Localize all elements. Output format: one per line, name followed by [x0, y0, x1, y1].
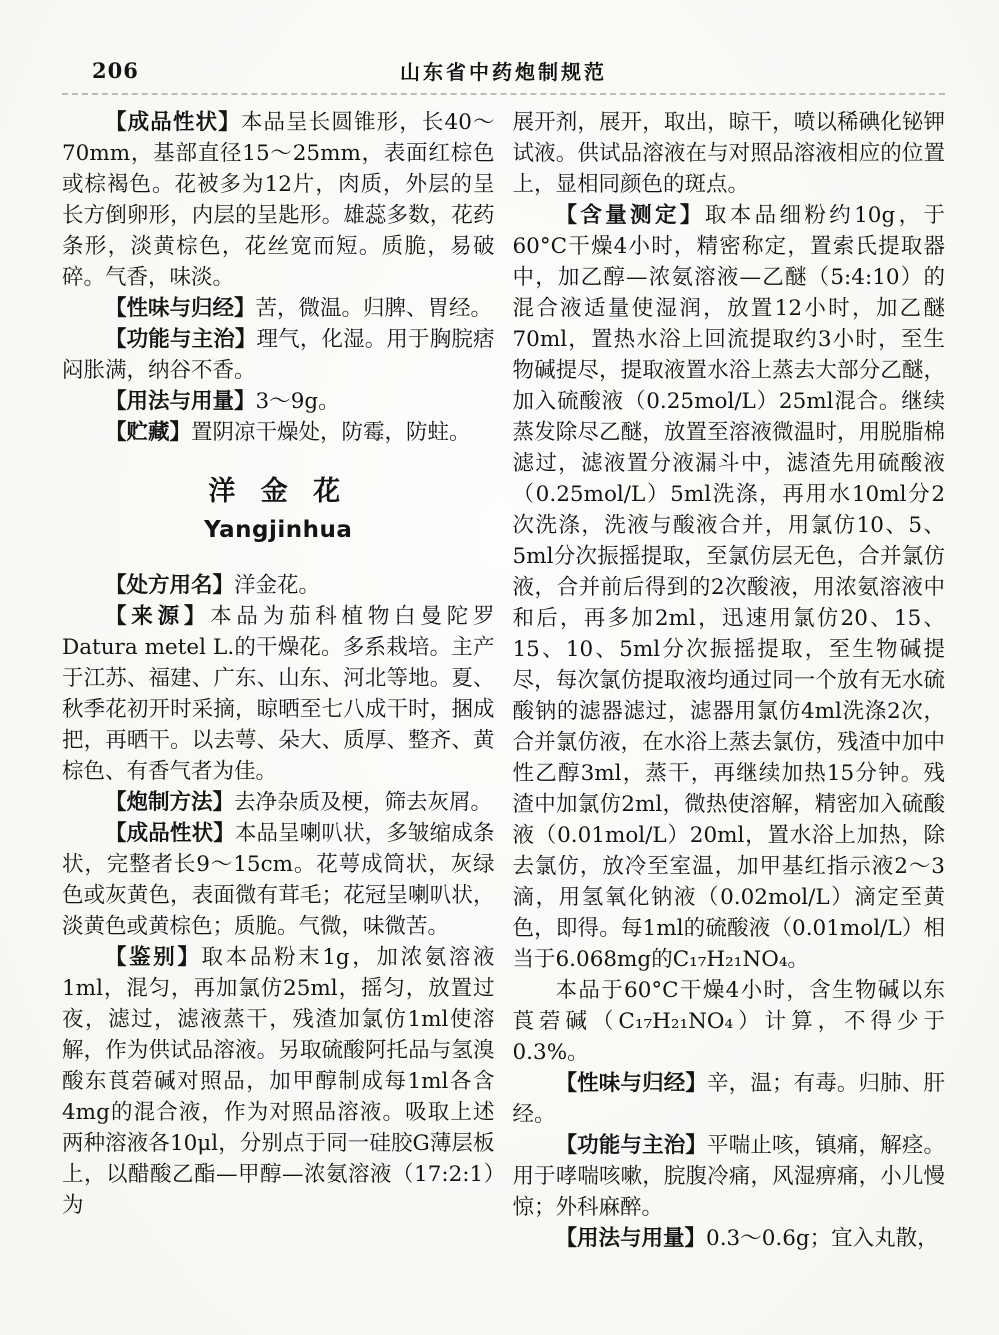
para-function-indication-2	[513, 1130, 946, 1223]
section-text: 去净杂质及梗，筛去灰屑。	[234, 790, 493, 815]
section-label: 【处方用名】	[105, 573, 235, 598]
section-label: 【用法与用量】	[555, 1226, 707, 1251]
para-storage	[62, 417, 495, 448]
para-processing-method	[62, 787, 495, 818]
para-dosage-2	[513, 1223, 946, 1254]
section-text: 本品于60°C干燥4小时，含生物碱以东莨菪碱（C₁₇H₂₁NO₄）计算，不得少于0.3%。	[512, 978, 945, 1065]
section-text: 展开剂，展开，取出，晾干，喷以稀碘化铋钾试液。供试品溶液在与对照品溶液相应的位置上，显相同颜色的斑点。	[512, 110, 945, 197]
para-finished-product-properties-2	[62, 818, 495, 942]
section-label: 【功能与主治】	[555, 1133, 708, 1158]
para-source	[62, 601, 495, 787]
section-label: 【含量测定】	[555, 203, 705, 228]
article-title-pinyin: Yangjinhua	[204, 517, 353, 543]
section-label: 【鉴别】	[105, 945, 202, 970]
para-prescription-name	[62, 570, 495, 601]
para-identification	[62, 942, 495, 1221]
para-taste-meridian	[62, 293, 495, 324]
section-label: 【来源】	[105, 604, 211, 629]
section-text: 苦，微温。归脾、胃经。	[255, 296, 493, 321]
section-label: 【炮制方法】	[105, 790, 235, 815]
header-rule-divider	[62, 93, 945, 95]
para-function-indication	[62, 324, 495, 386]
section-text: 洋金花。	[234, 573, 321, 598]
para-identification-continued	[513, 107, 946, 200]
header-title: 山东省中药炮制规范	[400, 60, 607, 84]
section-label: 【功能与主治】	[105, 327, 257, 352]
section-text: 本品呈喇叭状，多皱缩成条状，完整者长9～15cm。花萼成筒状，灰绿色或灰黄色，表面微有茸毛；花冠呈喇叭状，淡黄色或黄棕色；质脆。气微，味微苦。	[62, 821, 495, 939]
section-label: 【成品性状】	[105, 110, 241, 135]
section-text: 本品呈长圆锥形，长40～70mm，基部直径15～25mm，表面红棕色或棕褐色。花被多为12片，肉质，外层的呈长方倒卵形，内层的呈匙形。雄蕊多数，花药条形，淡黄棕色，花丝宽而短。质脆，易破碎。气香，味淡。	[62, 110, 495, 290]
section-text: 平喘止咳，镇痛，解痉。用于哮喘咳嗽，脘腹冷痛，风湿痹痛，小儿慢惊；外科麻醉。	[512, 1133, 945, 1220]
left-column	[62, 107, 495, 1254]
section-text: 取本品粉末1g，加浓氨溶液1ml，混匀，再加氯仿25ml，摇匀，放置过夜，滤过，滤液蒸干，残渣加氯仿1ml使溶解，作为供试品溶液。另取硫酸阿托品与氢溴酸东莨菪碱对照品，加甲醇制成每1ml各含4mg的混合液，作为对照品溶液。吸取上述两种溶液各10μl，分别点于同一硅胶G薄层板上，以醋酸乙酯—甲醇—浓氨溶液（17:2:1）为	[62, 945, 495, 1218]
two-column-layout	[62, 107, 945, 1254]
section-text: 置阴凉干燥处，防霉，防蛀。	[191, 420, 471, 445]
right-column	[513, 107, 946, 1254]
section-text: 3～9g。	[255, 389, 340, 414]
section-text: 理气，化湿。用于胸脘痞闷胀满，纳谷不香。	[62, 327, 495, 383]
para-content-determination	[513, 200, 946, 975]
para-dosage	[62, 386, 495, 417]
page-header	[62, 56, 945, 84]
para-taste-meridian-2	[513, 1068, 946, 1130]
section-text: 0.3～0.6g；宜入丸散，	[706, 1226, 939, 1251]
section-text: 辛，温；有毒。归肺、肝经。	[512, 1071, 945, 1127]
section-text: 本品为茄科植物白曼陀罗Datura metel L.的干燥花。多系栽培。主产于江苏、福建、广东、山东、河北等地。夏、秋季花初开时采摘，晾晒至七八成干时，捆成把，再晒干。以去萼、朵大、质厚、整齐、黄棕色、有香气者为佳。	[62, 604, 495, 784]
section-label: 【性味与归经】	[555, 1071, 708, 1096]
para-finished-product-properties	[62, 107, 495, 293]
section-label: 【性味与归经】	[105, 296, 256, 321]
section-label: 【贮藏】	[105, 420, 192, 445]
page-number: 206	[92, 58, 139, 83]
para-assay-limit	[513, 975, 946, 1068]
section-label: 【用法与用量】	[105, 389, 256, 414]
section-label: 【成品性状】	[105, 821, 235, 846]
article-title-chinese: 洋 金 花	[208, 476, 349, 507]
section-text: 取本品细粉约10g，于60°C干燥4小时，精密称定，置索氏提取器中，加乙醇—浓氨溶液—乙醚（5:4:10）的混合液适量使湿润，放置12小时，加乙醚70ml，置热水浴上回流提取约3小时，至生物碱提尽，提取液置水浴上蒸去大部分乙醚，加入硫酸液（0.25mol/L）25ml混合。继续蒸发除尽乙醚，放置至溶液微温时，用脱脂棉滤过，滤液置分液漏斗中，滤渣先用硫酸液（0.25mol/L）5ml洗涤，再用水10ml分2次洗涤，洗液与酸液合并，用氯仿10、5、5ml分次振摇提取，至氯仿层无色，合并氯仿液，合并前后得到的2次酸液，用浓氨溶液中和后，再多加2ml，迅速用氯仿20、15、15、10、5ml分次振摇提取，至生物碱提尽，每次氯仿提取液均通过同一个放有无水硫酸钠的滤器滤过，滤器用氯仿4ml洗涤2次，合并氯仿液，在水浴上蒸去氯仿，残渣中加中性乙醇3ml，蒸干，再继续加热15分钟。残渣中加氯仿2ml，微热使溶解，精密加入硫酸液（0.01mol/L）20ml，置水浴上加热，除去氯仿，放冷至室温，加甲基红指示液2～3滴，用氢氧化钠液（0.02mol/L）滴定至黄色，即得。每1ml的硫酸液（0.01mol/L）相当于6.068mg的C₁₇H₂₁NO₄。	[512, 203, 945, 972]
